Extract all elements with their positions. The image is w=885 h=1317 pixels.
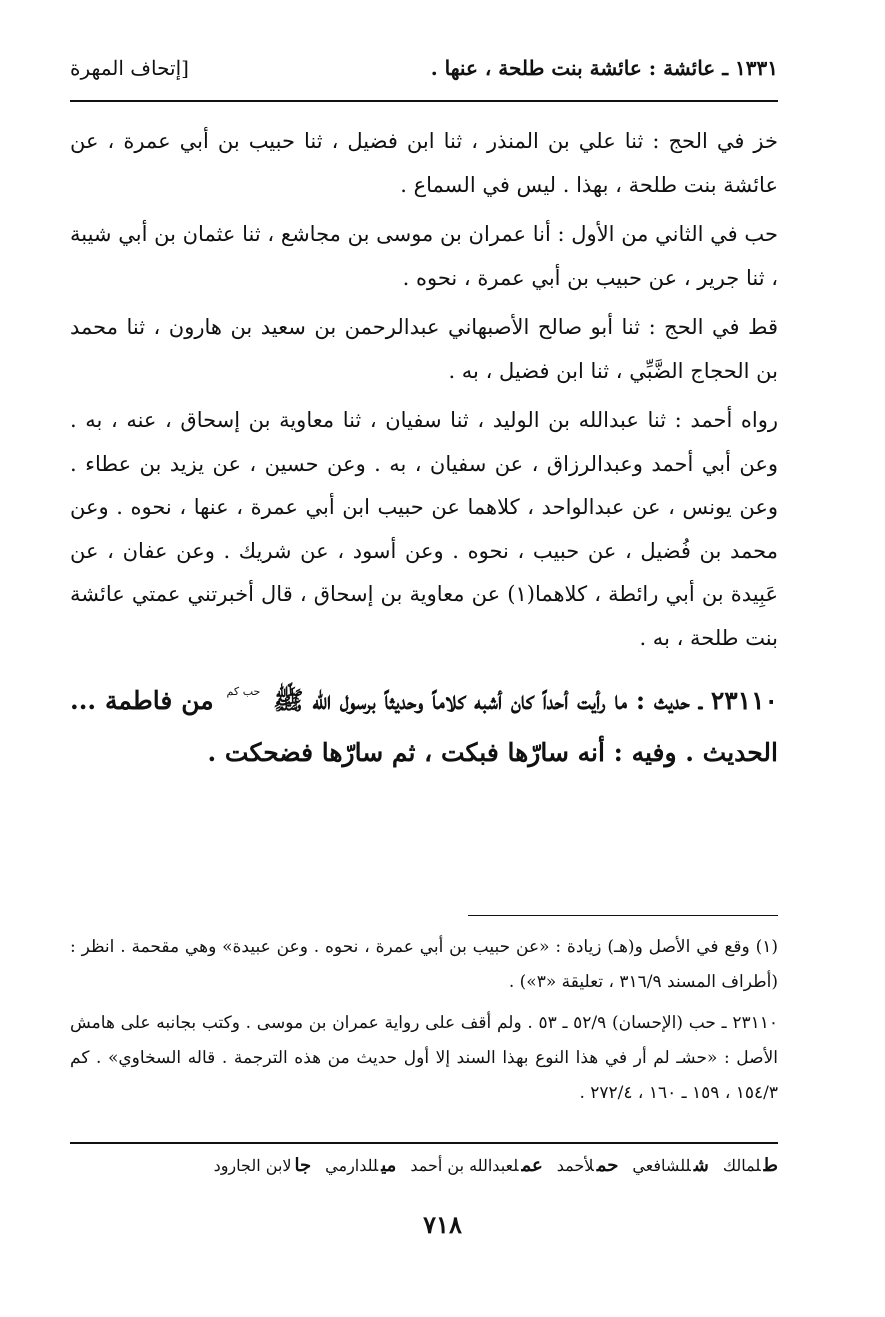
paragraph-hb: حب في الثاني من الأول : أنا عمران بن موسى بن مجاشع ، ثنا عثمان بن أبي شيبة ، ثنا جرير ، عن حبيب بن أبي عمرة ، نحوه . [70, 222, 778, 290]
hadith-number: ٢٣١١٠ ـ [698, 686, 778, 715]
paragraph-ahmad: رواه أحمد : ثنا عبدالله بن الوليد ، ثنا سفيان ، ثنا معاوية بن إسحاق ، عنه ، به . وعن أبي أحمد وعبدالرزاق ، عن سفيان ، به . وعن حسين ، عن يزيد بن عطاء . وعن يونس ، عن عبدالواحد ، كلاهما عن حبيب ابن أبي عمرة ، عنها ، نحوه . وعن محمد بن فُضيل ، عن حبيب ، نحوه . وعن أسود ، عن شريك . وعن عفان ، عن عَبِيدة بن أبي رائطة ، كلاهما(١) عن معاوية بن إسحاق ، قال أخبرتني عمتي عائشة بنت طلحة ، به . [70, 408, 778, 650]
page-number: ٧١٨ [423, 1210, 462, 1239]
main-text [70, 120, 778, 779]
legend-item: جالابن الجارود [213, 1155, 312, 1176]
header-book-title: [إتحاف المهرة [70, 56, 189, 80]
hadith-text-part1: حديث : ما رأيت أحداً كان أشبه كلاماً وحديثاً برسول الله ﷺ [273, 686, 690, 715]
hadith-text-part2: من فاطمة ... الحديث . وفيه : أنه سارّها فبكت ، ثم سارّها فضحكت . [70, 686, 778, 767]
legend-item: حملأحمد [556, 1155, 619, 1176]
legend-item: ميللدارمي [325, 1155, 397, 1176]
legend-item: طلمالك [722, 1155, 778, 1176]
paragraph-khz: خز في الحج : ثنا علي بن المنذر ، ثنا ابن فضيل ، ثنا حبيب بن أبي عمرة ، عن عائشة بنت طلحة ، بهذا . ليس في السماع . [70, 129, 778, 197]
paragraph-qt: قط في الحج : ثنا أبو صالح الأصبهاني عبدالرحمن بن سعيد بن هارون ، ثنا محمد بن الحجاج الضَّبِّي ، ثنا ابن فضيل ، به . [70, 315, 778, 383]
hadith-entry [70, 666, 778, 779]
header-rule [70, 100, 778, 102]
legend-rule [70, 1142, 778, 1144]
running-header [70, 50, 778, 86]
footnote-2: ٢٣١١٠ ـ حب (الإحسان) ٥٢/٩ ـ ٥٣ . ولم أقف على رواية عمران بن موسى . وكتب بجانبه على هامش الأصل : «حشـ لم أر في هذا النوع بهذا السند إلا أول حديث من هذه الترجمة . قاله السخاوي» . كم ١٥٤/٣ ، ١٥٩ ـ ١٦٠ ، ٢٧٢/٤ . [70, 1013, 778, 1103]
legend-item: شللشافعي [632, 1155, 709, 1176]
header-chapter-title: ١٣٣١ ـ عائشة : عائشة بنت طلحة ، عنها . [430, 56, 778, 80]
footnote-rule [468, 915, 778, 916]
footnotes [70, 930, 778, 1117]
footnote-1: (١) وقع في الأصل و(هـ) زيادة : «عن حبيب بن أبي عمرة ، نحوه . وعن عبيدة» وهي مقحمة . انظر : (أطراف المسند ٣١٦/٩ ، تعليقة «٣») . [70, 937, 778, 992]
abbreviation-legend [70, 1152, 778, 1180]
legend-item: عملعبدالله بن أحمد [410, 1155, 543, 1176]
hadith-sources: حب كم [226, 685, 261, 698]
